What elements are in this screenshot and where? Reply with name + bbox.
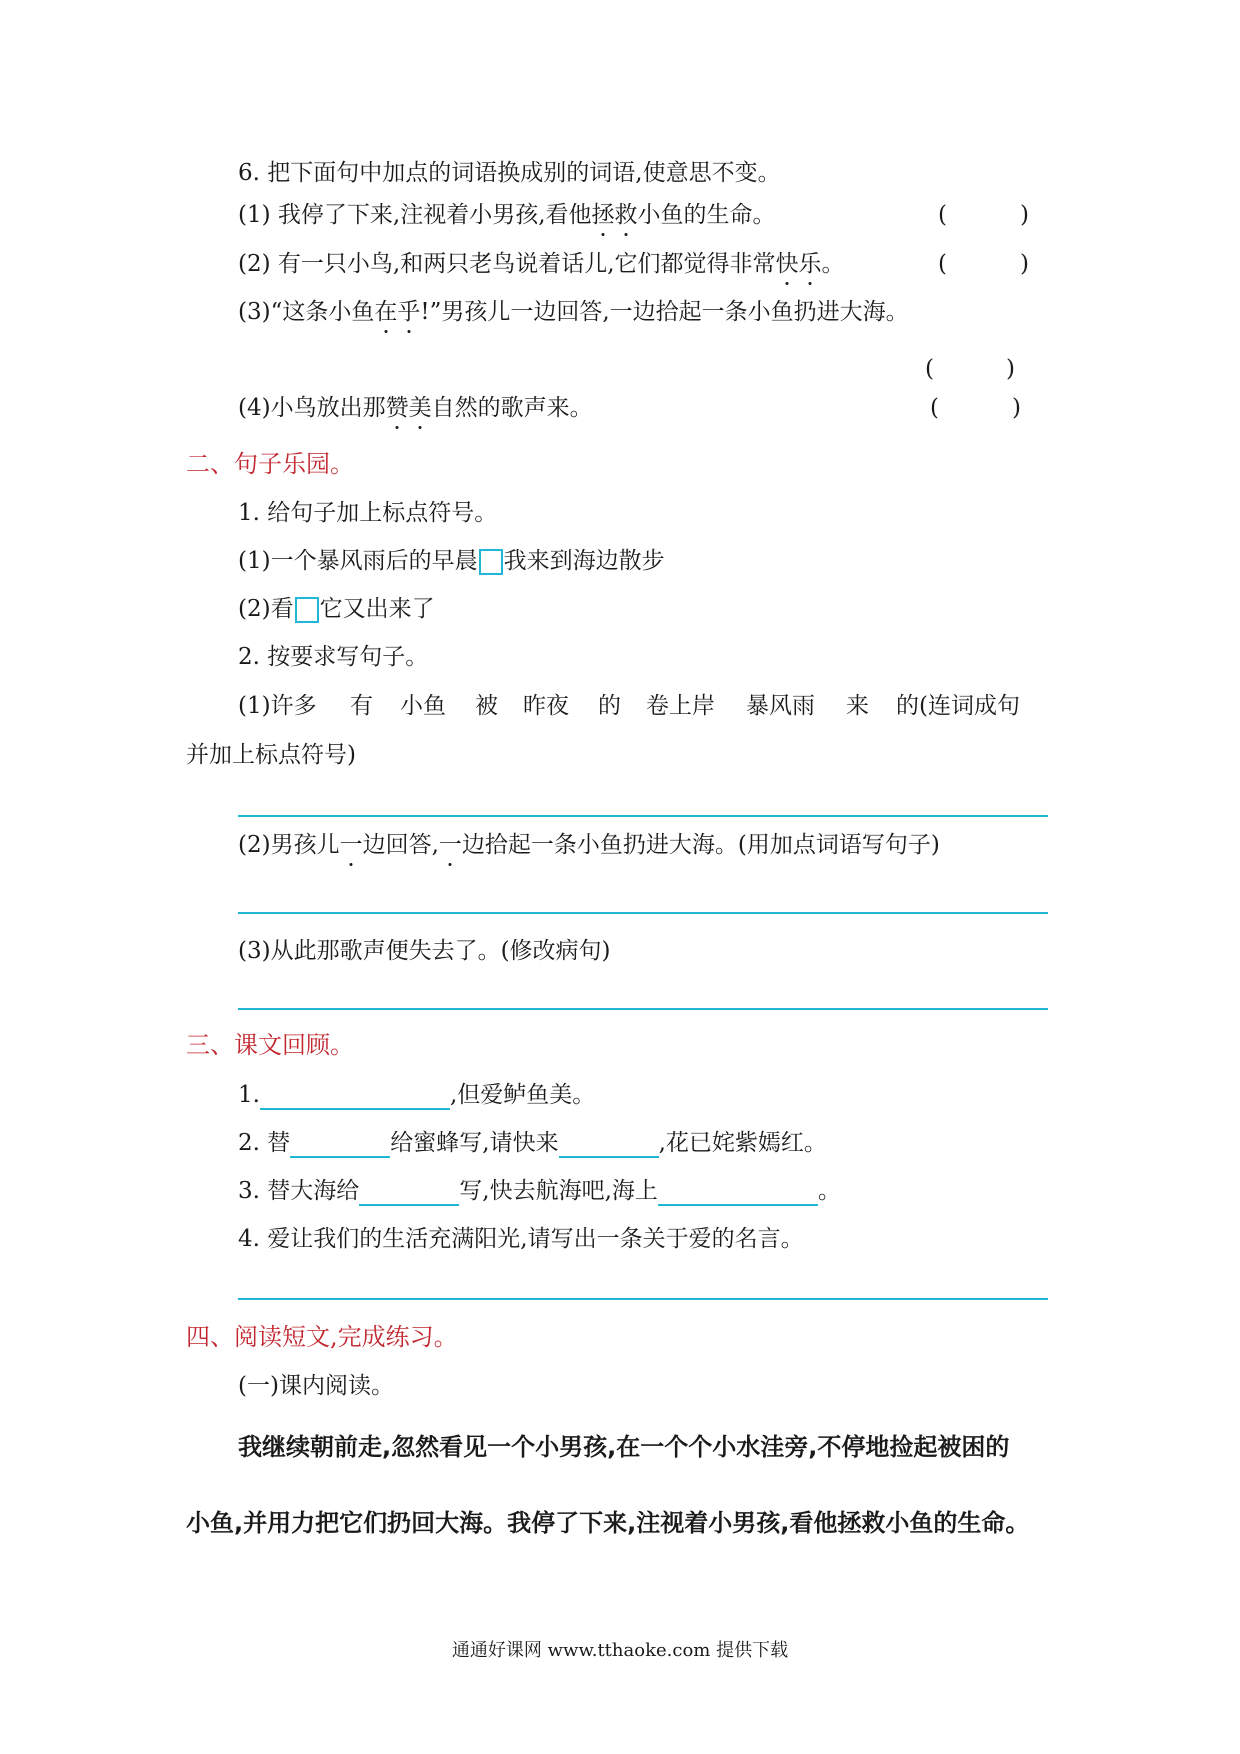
sec2-q2b xyxy=(238,830,940,860)
q6-s1-paren-right: ) xyxy=(1020,202,1029,228)
sec2-q2c: (3)从此那歌声便失去了。(修改病句) xyxy=(238,938,611,964)
q6-s4-paren-right: ) xyxy=(1012,395,1021,421)
sec2-q2b-a: (2)男孩儿 xyxy=(238,832,340,858)
q6-s4-dot2: 美 xyxy=(408,395,432,421)
fill-blank-2[interactable] xyxy=(290,1132,390,1158)
sec2-q2a-word-9: 的(连词成句 xyxy=(896,693,1020,719)
q6-s2-paren-right: ) xyxy=(1020,251,1029,277)
fill-blank-3[interactable] xyxy=(559,1132,659,1158)
q6-s1-dot1: 拯 xyxy=(591,202,615,228)
sec3-l3-a: 3. 替大海给 xyxy=(238,1178,360,1204)
q6-s3-dot1: 在 xyxy=(374,299,398,325)
fill-blank-1[interactable] xyxy=(260,1084,450,1110)
q6-s2-a: (2) 有一只小鸟,和两只老鸟说着话儿,它们都觉得非常 xyxy=(238,251,776,277)
sec3-l2-b: 给蜜蜂写,请快来 xyxy=(390,1130,559,1156)
sec3-line-1 xyxy=(238,1080,595,1110)
sec2-q1b-a: (2)看 xyxy=(238,596,294,622)
sec2-q1a xyxy=(238,546,665,576)
sec2-q1a-b: 我来到海边散步 xyxy=(503,548,665,574)
answer-line-4[interactable] xyxy=(238,1298,1048,1300)
sec2-q2-title: 2. 按要求写句子。 xyxy=(238,644,429,670)
sec2-q2a-continued: 并加上标点符号) xyxy=(186,742,356,768)
sec2-q1b-b: 它又出来了 xyxy=(319,596,435,622)
q6-sentence-1 xyxy=(238,200,776,230)
q6-sentence-4 xyxy=(238,393,593,423)
punctuation-box-2[interactable] xyxy=(295,597,319,623)
q6-s4-a: (4)小鸟放出那 xyxy=(238,395,386,421)
sec3-l1-b: ,但爱鲈鱼美。 xyxy=(449,1082,596,1108)
sec3-l2-a: 2. 替 xyxy=(238,1130,291,1156)
sec2-q1-title: 1. 给句子加上标点符号。 xyxy=(238,500,498,526)
q6-s2-paren-left: ( xyxy=(938,251,947,277)
q6-s4-paren-left: ( xyxy=(930,395,939,421)
q6-sentence-2 xyxy=(238,249,845,279)
sec2-q2a-word-6: 卷上岸 xyxy=(646,693,715,719)
answer-line-1[interactable] xyxy=(238,815,1048,817)
sec3-l3-c: 。 xyxy=(817,1178,841,1204)
sec2-q2a-word-7: 暴风雨 xyxy=(746,693,815,719)
sec2-q1a-a: (1)一个暴风雨后的早晨 xyxy=(238,548,478,574)
q6-s1-b: 小鱼的生命。 xyxy=(637,202,776,228)
q6-s1-dot2: 救 xyxy=(614,202,638,228)
sec4-subheading: (一)课内阅读。 xyxy=(238,1373,394,1399)
q6-s1-paren-left: ( xyxy=(938,202,947,228)
q6-s3-paren-right: ) xyxy=(1006,356,1015,382)
q6-s4-b: 自然的歌声来。 xyxy=(431,395,593,421)
q6-s3-b: !”男孩儿一边回答,一边拾起一条小鱼扔进大海。 xyxy=(420,299,909,325)
reading-paragraph-line-2: 小鱼,并用力把它们扔回大海。我停了下来,注视着小男孩,看他拯救小鱼的生命。 xyxy=(186,1509,1030,1537)
sec2-q1b xyxy=(238,594,435,624)
section-2-heading: 二、句子乐园。 xyxy=(186,450,354,478)
sec2-q2a-word-5: 的 xyxy=(598,693,621,719)
sec2-q2b-m2: 边拾起一条小鱼扔进大海。(用加点词语写句子) xyxy=(461,832,940,858)
q6-s3-dot2: 乎 xyxy=(397,299,421,325)
sec3-line-3 xyxy=(238,1176,841,1206)
punctuation-box-1[interactable] xyxy=(479,549,503,575)
sec3-l2-c: ,花已姹紫嫣红。 xyxy=(658,1130,827,1156)
q6-s2-b: 。 xyxy=(821,251,845,277)
sec2-q2a-word-3: 被 xyxy=(475,693,498,719)
q6-s2-dot1: 快 xyxy=(775,251,799,277)
section-4-heading: 四、阅读短文,完成练习。 xyxy=(186,1323,458,1351)
sec3-line-2 xyxy=(238,1128,827,1158)
sec2-q2a-word-4: 昨夜 xyxy=(523,693,569,719)
fill-blank-4[interactable] xyxy=(359,1180,459,1206)
answer-line-3[interactable] xyxy=(238,1008,1048,1010)
sec3-l1-a: 1. xyxy=(238,1082,260,1108)
q6-s3-a: (3)“这条小鱼 xyxy=(238,299,375,325)
q6-s3-paren-left: ( xyxy=(925,356,934,382)
q6-sentence-3 xyxy=(238,297,909,327)
sec2-q2a-word-8: 来 xyxy=(846,693,869,719)
q6-s2-dot2: 乐 xyxy=(798,251,822,277)
sec2-q2a-word-0: (1)许多 xyxy=(238,693,317,719)
sec3-line-4: 4. 爱让我们的生活充满阳光,请写出一条关于爱的名言。 xyxy=(238,1226,804,1252)
q6-s1-a: (1) 我停了下来,注视着小男孩,看他 xyxy=(238,202,592,228)
sec2-q2b-dot2: 一 xyxy=(438,832,462,858)
answer-line-2[interactable] xyxy=(238,912,1048,914)
sec2-q2b-dot1: 一 xyxy=(339,832,363,858)
section-3-heading: 三、课文回顾。 xyxy=(186,1031,354,1059)
sec2-q2b-m1: 边回答, xyxy=(362,832,439,858)
reading-paragraph-line-1: 我继续朝前走,忽然看见一个小男孩,在一个个小水洼旁,不停地捡起被困的 xyxy=(238,1433,1010,1461)
sec2-q2a-word-2: 小鱼 xyxy=(400,693,446,719)
sec3-l3-b: 写,快去航海吧,海上 xyxy=(459,1178,658,1204)
fill-blank-5[interactable] xyxy=(658,1180,818,1206)
q6-s4-dot1: 赞 xyxy=(385,395,409,421)
q6-title: 6. 把下面句中加点的词语换成别的词语,使意思不变。 xyxy=(238,160,781,186)
page-footer: 通通好课网 www.tthaoke.com 提供下载 xyxy=(451,1640,789,1661)
sec2-q2a-word-1: 有 xyxy=(350,693,373,719)
